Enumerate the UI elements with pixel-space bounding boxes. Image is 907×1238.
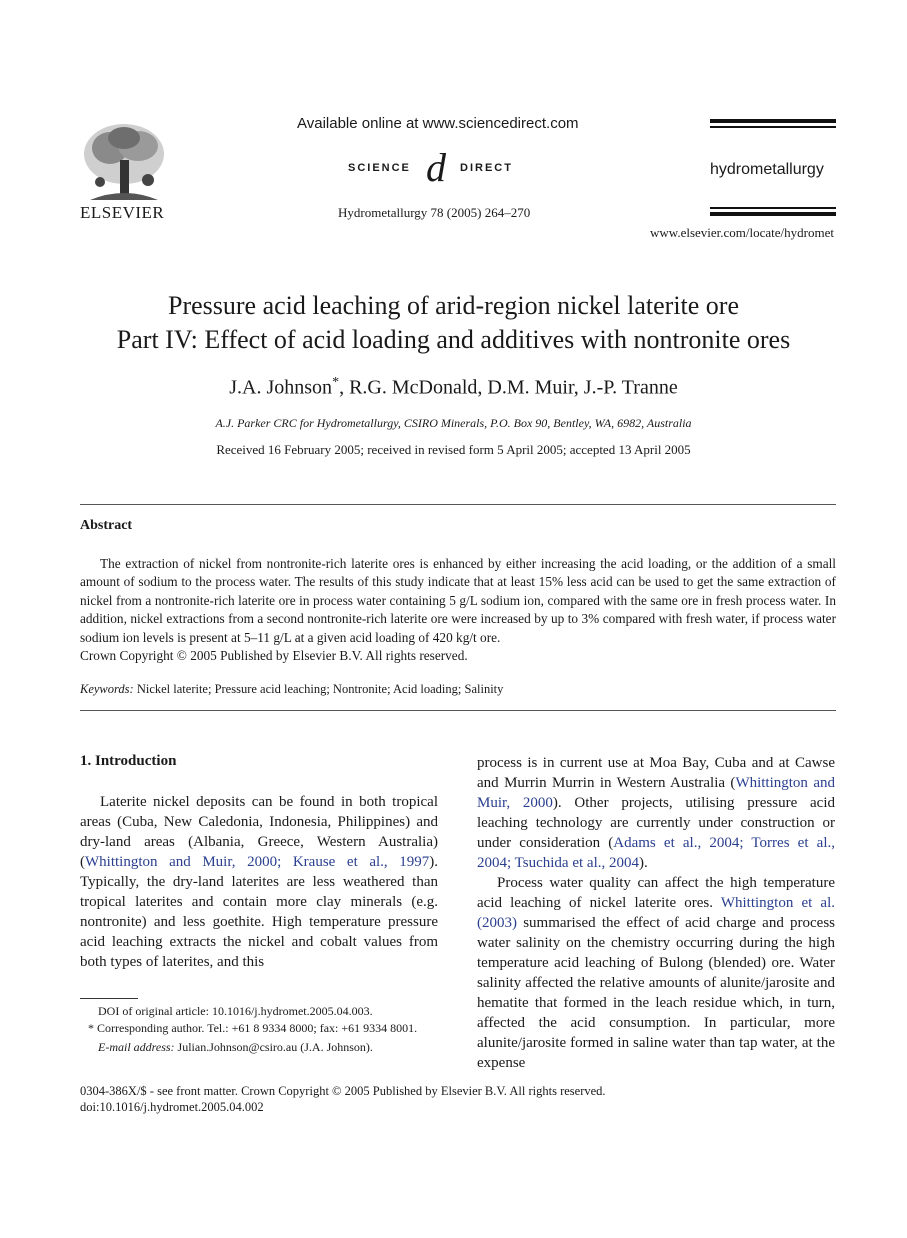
- divider-top: [80, 504, 836, 505]
- sd-direct-text: DIRECT: [460, 162, 513, 174]
- issn-line: 0304-386X/$ - see front matter. Crown Copyright © 2005 Published by Elsevier B.V. All rights reserved.: [80, 1084, 606, 1098]
- author-list: [0, 375, 907, 400]
- available-online-text[interactable]: Available online at www.sciencedirect.com: [297, 115, 579, 132]
- email-address[interactable]: Julian.Johnson@csiro.au (J.A. Johnson).: [177, 1040, 373, 1054]
- other-authors: , R.G. McDonald, D.M. Muir, J.-P. Tranne: [339, 376, 678, 399]
- first-author: J.A. Johnson: [229, 376, 333, 399]
- title-line-2: Part IV: Effect of acid loading and additives with nontronite ores: [116, 325, 791, 354]
- footnote-doi-original: DOI of original article: 10.1016/j.hydromet.2005.04.003.: [98, 1004, 373, 1018]
- journal-rule-4: [710, 212, 836, 216]
- doi-line: doi:10.1016/j.hydromet.2005.04.002: [80, 1100, 264, 1114]
- intro-p1-text-b: ). Typically, the dry-land laterites are less weathered than tropical laterites and contain more clay minerals (e.g. nontronite) and less goethite. High temperature pressure acid leaching extracts the nickel and cobalt values from both types of laterites, and this: [80, 854, 438, 970]
- intro-p1-text-c: process is in current use at Moa Bay, Cuba and at Cawse and Murrin Murrin in Western Australia (: [477, 755, 835, 791]
- intro-p1-text-a: Laterite nickel deposits can be found in both tropical areas (Cuba, New Caledonia, Indonesia, Philippines) and dry-land areas (Albania, Greece, Western Australia) (: [80, 794, 438, 870]
- keywords: [80, 682, 503, 697]
- abstract-body: [80, 555, 836, 665]
- footnote-rule: [80, 998, 138, 999]
- divider-bottom: [80, 710, 836, 711]
- journal-url[interactable]: www.elsevier.com/locate/hydromet: [650, 225, 834, 240]
- journal-rule-3: [710, 207, 836, 209]
- intro-paragraph-2: [477, 873, 835, 1073]
- citation-link-whittington-2000[interactable]: Whittington and Muir, 2000: [477, 775, 836, 811]
- intro-p2-text-a: Process water quality can affect the high temperature acid leaching of nickel laterite ores.: [477, 875, 835, 911]
- intro-right-column: [477, 753, 835, 1073]
- intro-left-column: [80, 792, 438, 972]
- front-matter-footer: [80, 1083, 606, 1115]
- keywords-label: Keywords:: [80, 682, 134, 696]
- title-line-1: Pressure acid leaching of arid-region nickel laterite ore: [167, 291, 740, 320]
- intro-paragraph-1-cont: [477, 753, 835, 873]
- journal-reference: Hydrometallurgy 78 (2005) 264–270: [338, 205, 531, 220]
- intro-p2-text-b: summarised the effect of acid charge and process water salinity on the chemistry occurring during the high temperature acid leaching of Bulong (blended) ore. Water salinity affected the relative amounts of alunite/jarosite and hematite that formed in the leach residue which, in turn, affected the acid consumption. In particular, more alunite/jarosite formed in saline water than tap water, at the expense: [477, 915, 835, 1071]
- citation-link-whittington-2003[interactable]: Whittington et al. (2003): [477, 895, 836, 931]
- sciencedirect-logo: [348, 145, 533, 190]
- elsevier-tree-logo: [80, 120, 168, 204]
- abstract-text: The extraction of nickel from nontronite-rich laterite ores is enhanced by either increasing the acid loading, or the addition of a small amount of sodium to the process water. The results of this study indicate that at least 15% less acid can be used to get the same extraction of nickel from a nontronite-rich laterite ore in process water containing 5 g/L sodium ion, compared with the same ore in fresh process water. In addition, nickel extractions from a second nontronite-rich laterite ore were increased by up to 3% compared with fresh water, if process water sodium ion levels is present at 5–11 g/L at a given acid loading of 420 kg/t ore.: [80, 556, 836, 645]
- citation-link-whittington-krause[interactable]: Whittington and Muir, 2000; Krause et al., 1997: [85, 854, 430, 870]
- intro-p1-text-d: ). Other projects, utilising pressure acid leaching technology are currently under construction or under consideration (: [477, 795, 835, 851]
- abstract-copyright: Crown Copyright © 2005 Published by Elsevier B.V. All rights reserved.: [80, 648, 468, 664]
- keywords-list: Nickel laterite; Pressure acid leaching; Nontronite; Acid loading; Salinity: [136, 682, 504, 696]
- journal-rule-2: [710, 126, 836, 128]
- journal-name: hydrometallurgy: [710, 161, 824, 178]
- received-dates: Received 16 February 2005; received in revised form 5 April 2005; accepted 13 April 2005: [216, 442, 691, 457]
- footnotes: [80, 1003, 438, 1056]
- sd-science-text: SCIENCE: [348, 162, 411, 174]
- email-label: E-mail address:: [98, 1040, 175, 1054]
- article-title: [0, 289, 907, 357]
- journal-rule-1: [710, 119, 836, 123]
- footnote-email: [80, 1039, 438, 1056]
- corresponding-author-mark[interactable]: *: [332, 375, 340, 390]
- intro-p1-text-e: ).: [638, 855, 648, 871]
- citation-link-adams-torres-tsuchida[interactable]: Adams et al., 2004; Torres et al., 2004; Tsuchida et al., 2004: [477, 835, 835, 871]
- publisher-name: ELSEVIER: [80, 203, 165, 222]
- section-heading-introduction: 1. Introduction: [80, 753, 177, 769]
- intro-paragraph-1: [80, 792, 438, 972]
- sd-d-mark: d: [426, 145, 446, 190]
- affiliation: A.J. Parker CRC for Hydrometallurgy, CSIRO Minerals, P.O. Box 90, Bentley, WA, 6982, Australia: [215, 416, 692, 430]
- footnote-corresponding: * Corresponding author. Tel.: +61 8 9334 8000; fax: +61 9334 8001.: [88, 1021, 418, 1035]
- abstract-heading: Abstract: [80, 518, 133, 533]
